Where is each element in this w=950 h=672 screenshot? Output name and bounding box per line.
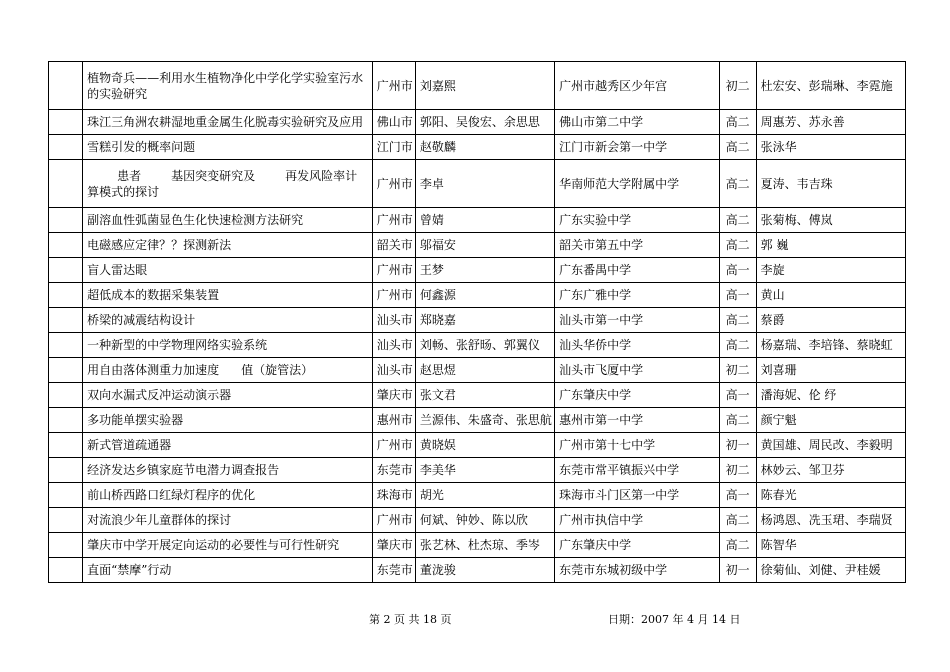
- school-cell: 汕头市飞厦中学: [555, 358, 719, 383]
- project-title: 桥梁的减震结构设计: [83, 308, 373, 333]
- authors-cell: 曾婧: [415, 208, 554, 233]
- table-row: [49, 110, 906, 135]
- grade-cell: 高二: [719, 533, 756, 558]
- project-title: 新式管道疏通器: [83, 433, 373, 458]
- index-cell: [49, 333, 83, 358]
- city-cell: 汕头市: [372, 358, 415, 383]
- index-cell: [49, 533, 83, 558]
- index-cell: [49, 208, 83, 233]
- table-row: [49, 558, 906, 583]
- school-cell: 广东实验中学: [555, 208, 719, 233]
- authors-cell: 兰源伟、朱盛奇、张思航: [415, 408, 554, 433]
- city-cell: 韶关市: [372, 233, 415, 258]
- index-cell: [49, 458, 83, 483]
- project-table: [48, 61, 906, 583]
- school-cell: 江门市新会第一中学: [555, 135, 719, 160]
- index-cell: [49, 135, 83, 160]
- city-cell: 惠州市: [372, 408, 415, 433]
- page-number: 第 2 页 共 18 页: [369, 613, 452, 626]
- grade-cell: 高二: [719, 233, 756, 258]
- school-cell: 广东肇庆中学: [555, 383, 719, 408]
- document-date: 日期：2007 年 4 月 14 日: [608, 613, 741, 626]
- index-cell: [49, 558, 83, 583]
- table-row: [49, 283, 906, 308]
- authors-cell: 赵思煜: [415, 358, 554, 383]
- table-row: [49, 208, 906, 233]
- school-cell: 东莞市常平镇振兴中学: [555, 458, 719, 483]
- project-title: 盲人雷达眼: [83, 258, 373, 283]
- table-row: [49, 135, 906, 160]
- table-row: [49, 458, 906, 483]
- school-cell: 广州市第十七中学: [555, 433, 719, 458]
- school-cell: 广州市执信中学: [555, 508, 719, 533]
- school-cell: 广州市越秀区少年宫: [555, 62, 719, 110]
- city-cell: 广州市: [372, 62, 415, 110]
- authors-cell: 邬福安: [415, 233, 554, 258]
- project-title: 一种新型的中学物理网络实验系统: [83, 333, 373, 358]
- grade-cell: 高二: [719, 135, 756, 160]
- project-title: 多功能单摆实验器: [83, 408, 373, 433]
- school-cell: 珠海市斗门区第一中学: [555, 483, 719, 508]
- teachers-cell: 郭 巍: [756, 233, 905, 258]
- city-cell: 东莞市: [372, 558, 415, 583]
- index-cell: [49, 433, 83, 458]
- project-title: 肇庆市中学开展定向运动的必要性与可行性研究: [83, 533, 373, 558]
- project-title: 经济发达乡镇家庭节电潜力调查报告: [83, 458, 373, 483]
- title-part: 值（旋管法）: [241, 363, 314, 377]
- project-title: 雪糕引发的概率问题: [83, 135, 373, 160]
- index-cell: [49, 233, 83, 258]
- authors-cell: 李卓: [415, 160, 554, 208]
- city-cell: 江门市: [372, 135, 415, 160]
- authors-cell: 李美华: [415, 458, 554, 483]
- authors-cell: 胡光: [415, 483, 554, 508]
- grade-cell: 初一: [719, 433, 756, 458]
- index-cell: [49, 508, 83, 533]
- index-cell: [49, 62, 83, 110]
- city-cell: 广州市: [372, 208, 415, 233]
- teachers-cell: 蔡爵: [756, 308, 905, 333]
- index-cell: [49, 283, 83, 308]
- teachers-cell: 杨嘉瑞、李培锋、蔡晓虹: [756, 333, 905, 358]
- project-title: 珠江三角洲农耕湿地重金属生化脱毒实验研究及应用: [83, 110, 373, 135]
- project-title: [83, 358, 373, 383]
- grade-cell: 高一: [719, 258, 756, 283]
- city-cell: 广州市: [372, 283, 415, 308]
- city-cell: 肇庆市: [372, 383, 415, 408]
- project-title: 直面“禁摩”行动: [83, 558, 373, 583]
- project-title: 电磁感应定律？？探测新法: [83, 233, 373, 258]
- grade-cell: 高二: [719, 408, 756, 433]
- school-cell: 东莞市东城初级中学: [555, 558, 719, 583]
- teachers-cell: 张菊梅、傅岚: [756, 208, 905, 233]
- teachers-cell: 杜宏安、彭瑞琳、李霓施: [756, 62, 905, 110]
- city-cell: 东莞市: [372, 458, 415, 483]
- table-row: [49, 258, 906, 283]
- authors-cell: 赵敬麟: [415, 135, 554, 160]
- grade-cell: 高二: [719, 160, 756, 208]
- authors-cell: 董泷骏: [415, 558, 554, 583]
- school-cell: 华南师范大学附属中学: [555, 160, 719, 208]
- project-title: 前山桥西路口红绿灯程序的优化: [83, 483, 373, 508]
- title-part: 再发风险率计算模式的探讨: [87, 168, 358, 199]
- index-cell: [49, 483, 83, 508]
- project-title: 副溶血性弧菌显色生化快速检测方法研究: [83, 208, 373, 233]
- school-cell: 汕头市第一中学: [555, 308, 719, 333]
- table-row: [49, 408, 906, 433]
- authors-cell: 刘嘉熙: [415, 62, 554, 110]
- city-cell: 广州市: [372, 258, 415, 283]
- table-row: [49, 533, 906, 558]
- table-row: [49, 160, 906, 208]
- authors-cell: 郭阳、吴俊宏、余思思: [415, 110, 554, 135]
- table-row: [49, 333, 906, 358]
- grade-cell: 初一: [719, 558, 756, 583]
- teachers-cell: 潘海妮、伦 纾: [756, 383, 905, 408]
- table-row: [49, 483, 906, 508]
- table-row: [49, 358, 906, 383]
- grade-cell: 高二: [719, 208, 756, 233]
- school-cell: 汕头华侨中学: [555, 333, 719, 358]
- school-cell: 广东番禺中学: [555, 258, 719, 283]
- teachers-cell: 颜宁魁: [756, 408, 905, 433]
- city-cell: 广州市: [372, 433, 415, 458]
- index-cell: [49, 258, 83, 283]
- school-cell: 佛山市第二中学: [555, 110, 719, 135]
- project-title: 对流浪少年儿童群体的探讨: [83, 508, 373, 533]
- project-title: [83, 160, 373, 208]
- teachers-cell: 陈春光: [756, 483, 905, 508]
- teachers-cell: 夏涛、韦吉珠: [756, 160, 905, 208]
- authors-cell: 刘畅、张舒旸、郭翼仪: [415, 333, 554, 358]
- teachers-cell: 张泳华: [756, 135, 905, 160]
- authors-cell: 张文君: [415, 383, 554, 408]
- table-row: [49, 62, 906, 110]
- teachers-cell: 林妙云、邹卫芬: [756, 458, 905, 483]
- index-cell: [49, 160, 83, 208]
- index-cell: [49, 383, 83, 408]
- teachers-cell: 周惠芳、苏永善: [756, 110, 905, 135]
- school-cell: 惠州市第一中学: [555, 408, 719, 433]
- city-cell: 汕头市: [372, 308, 415, 333]
- grade-cell: 高二: [719, 508, 756, 533]
- table-row: [49, 233, 906, 258]
- school-cell: 广东广雅中学: [555, 283, 719, 308]
- title-part: 基因突变研究及: [171, 168, 256, 183]
- grade-cell: 高一: [719, 383, 756, 408]
- authors-cell: 何鑫源: [415, 283, 554, 308]
- title-part: 患者: [117, 168, 142, 183]
- teachers-cell: 李旋: [756, 258, 905, 283]
- authors-cell: 郑晓嘉: [415, 308, 554, 333]
- authors-cell: 何斌、钟妙、陈以欣: [415, 508, 554, 533]
- project-title: 植物奇兵——利用水生植物净化中学化学实验室污水的实验研究: [83, 62, 373, 110]
- teachers-cell: 杨鸿恩、冼玉珺、李瑞贤: [756, 508, 905, 533]
- title-part: 用自由落体测重力加速度: [87, 363, 220, 377]
- grade-cell: 高二: [719, 333, 756, 358]
- table-row: [49, 433, 906, 458]
- table-row: [49, 508, 906, 533]
- authors-cell: 黄晓娱: [415, 433, 554, 458]
- city-cell: 广州市: [372, 160, 415, 208]
- school-cell: 韶关市第五中学: [555, 233, 719, 258]
- city-cell: 肇庆市: [372, 533, 415, 558]
- teachers-cell: 徐菊仙、刘健、尹桂媛: [756, 558, 905, 583]
- index-cell: [49, 358, 83, 383]
- index-cell: [49, 110, 83, 135]
- city-cell: 汕头市: [372, 333, 415, 358]
- grade-cell: 高一: [719, 283, 756, 308]
- city-cell: 广州市: [372, 508, 415, 533]
- teachers-cell: 陈智华: [756, 533, 905, 558]
- grade-cell: 高二: [719, 308, 756, 333]
- authors-cell: 张艺林、杜杰琼、季岑: [415, 533, 554, 558]
- table-row: [49, 308, 906, 333]
- table-row: [49, 383, 906, 408]
- city-cell: 珠海市: [372, 483, 415, 508]
- grade-cell: 高二: [719, 110, 756, 135]
- grade-cell: 初二: [719, 62, 756, 110]
- teachers-cell: 黄国雄、周民改、李毅明: [756, 433, 905, 458]
- index-cell: [49, 408, 83, 433]
- grade-cell: 高一: [719, 483, 756, 508]
- grade-cell: 初二: [719, 458, 756, 483]
- city-cell: 佛山市: [372, 110, 415, 135]
- school-cell: 广东肇庆中学: [555, 533, 719, 558]
- grade-cell: 初二: [719, 358, 756, 383]
- authors-cell: 王梦: [415, 258, 554, 283]
- project-title: 双向水漏式反冲运动演示器: [83, 383, 373, 408]
- project-title: 超低成本的数据采集装置: [83, 283, 373, 308]
- teachers-cell: 黄山: [756, 283, 905, 308]
- teachers-cell: 刘喜珊: [756, 358, 905, 383]
- index-cell: [49, 308, 83, 333]
